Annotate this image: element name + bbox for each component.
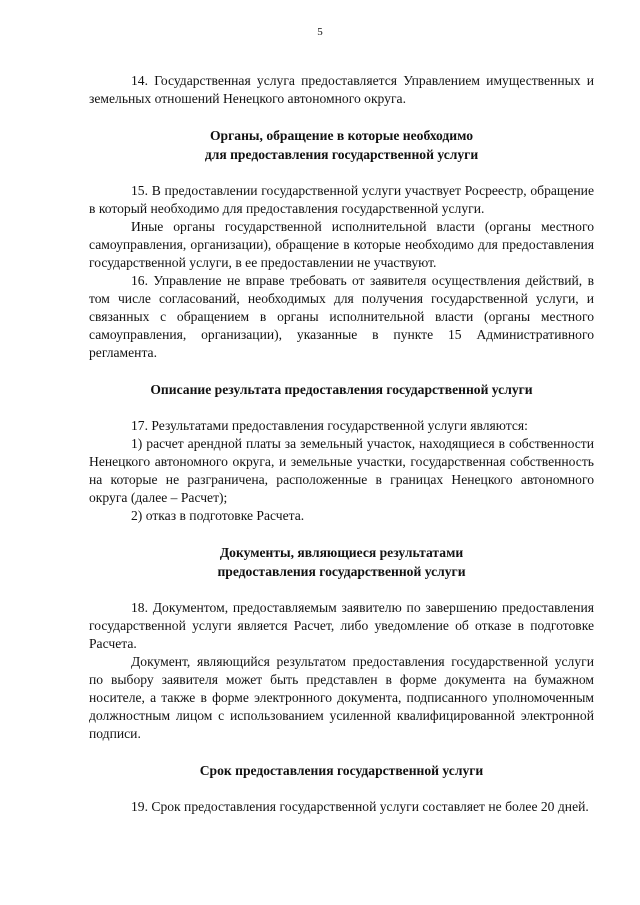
heading-line: Срок предоставления государственной услуги — [199, 763, 484, 778]
paragraph-18: 18. Документом, предоставляемым заявителю по завершению предоставления государственной услуги является Расчет, либо уведомление об отказе в подготовке Расчета. — [89, 600, 594, 651]
heading-line: предоставления государственной услуги — [217, 564, 466, 579]
paragraph-14: 14. Государственная услуга предоставляется Управлением имущественных и земельных отношений Ненецкого автономного округа. — [89, 73, 594, 106]
paragraph-16: 16. Управление не вправе требовать от заявителя осуществления действий, в том числе согласований, необходимых для получения государственной услуги, и связанных с обращением в органы исполнительной власти (органы местного самоуправления, организации), указанные в пункте 15 Административного регламента. — [89, 273, 594, 360]
document-body — [89, 72, 594, 816]
section-heading-documents — [89, 543, 594, 581]
paragraph-15-other-organs: Иные органы государственной исполнительной власти (органы местного самоуправления, организации), обращение в которые необходимо для предоставления государственной услуги, в ее предоставлении не участвуют. — [89, 219, 594, 270]
heading-line: Описание результата предоставления государственной услуги — [150, 382, 533, 397]
paragraph-15: 15. В предоставлении государственной услуги участвует Росреестр, обращение в который необходимо для предоставления государственной услуги. — [89, 183, 594, 216]
paragraph-18-form: Документ, являющийся результатом предоставления государственной услуги по выбору заявителя может быть представлен в форме документа на бумажном носителе, а также в форме электронного документа, подписанного уполномоченным должностным лицом с использованием усиленной квалифицированной электронной подписи. — [89, 654, 594, 741]
paragraph-19: 19. Срок предоставления государственной услуги составляет не более 20 дней. — [131, 799, 589, 814]
paragraph-17-item-1: 1) расчет арендной платы за земельный участок, находящиеся в собственности Ненецкого автономного округа, и земельные участки, государственная собственность на которые не разграничена, расположенные в границах Ненецкого автономного округа (далее – Расчет); — [89, 436, 594, 505]
section-heading-organs — [89, 126, 594, 164]
paragraph-17: 17. Результатами предоставления государственной услуги являются: — [131, 418, 528, 433]
heading-line: Документы, являющиеся результатами — [219, 545, 464, 560]
section-heading-term — [89, 761, 594, 780]
heading-line: для предоставления государственной услуги — [204, 147, 479, 162]
page-number: 5 — [317, 26, 323, 38]
heading-line: Органы, обращение в которые необходимо — [209, 128, 474, 143]
section-heading-result — [89, 380, 594, 399]
paragraph-17-item-2: 2) отказ в подготовке Расчета. — [131, 508, 305, 523]
